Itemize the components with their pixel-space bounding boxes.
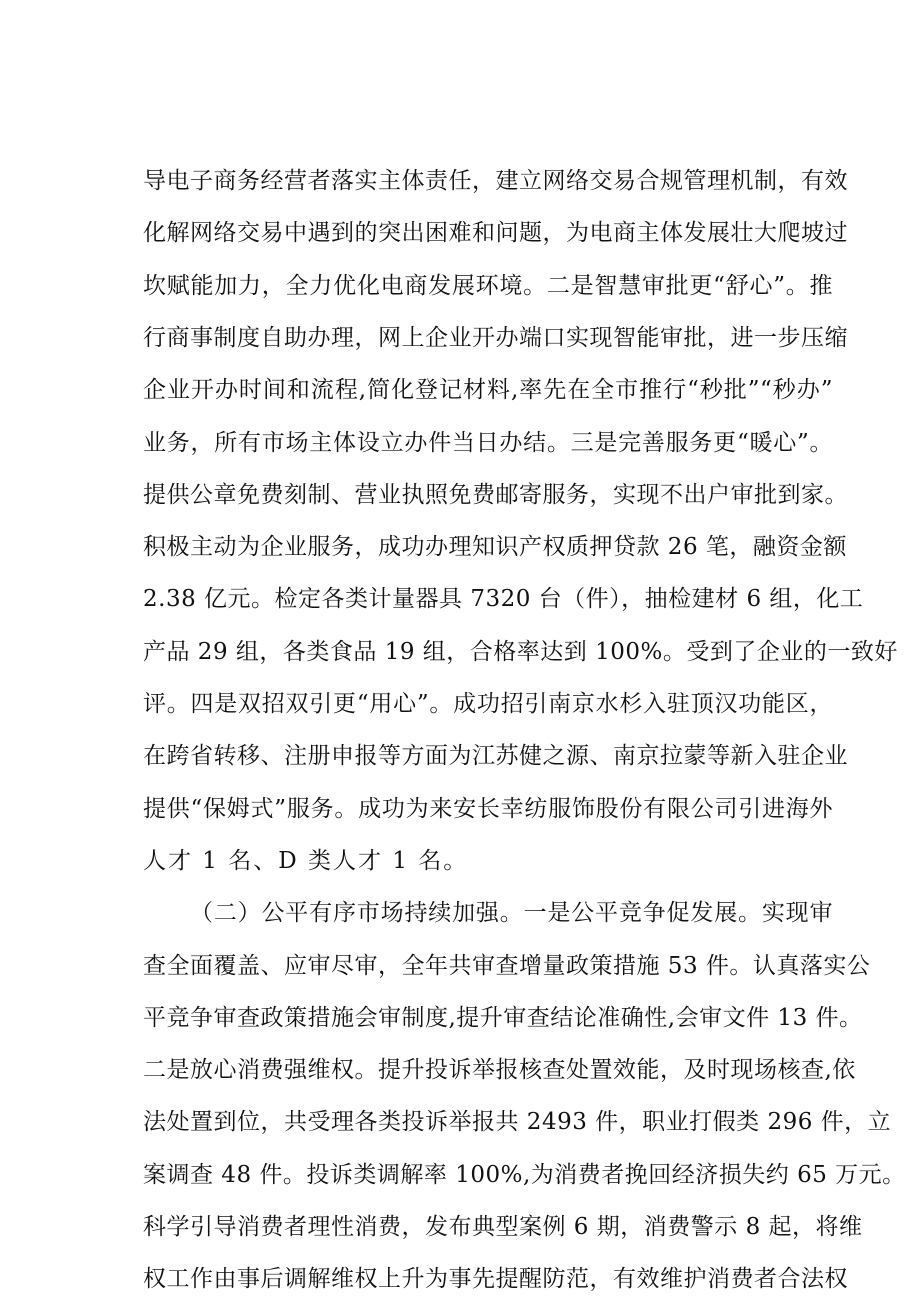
text-line: 化解网络交易中遇到的突出困难和问题，为电商主体发展壮大爬坡过 [143,220,848,247]
text-line: 人才 1 名、D 类人才 1 名。 [143,847,469,874]
text-line: 查全面覆盖、应审尽审，全年共审查增量政策措施 53 件。认真落实公 [143,952,871,979]
text-line: 业务，所有市场主体设立办件当日办结。三是完善服务更“暖心”。 [143,429,833,456]
text-line: 平竞争审查政策措施会审制度,提升审查结论准确性,会审文件 13 件。 [143,1004,863,1031]
text-line: 2.38 亿元。检定各类计量器具 7320 台（件），抽检建材 6 组，化工 [143,586,864,613]
text-line: 提供公章免费刻制、营业执照免费邮寄服务，实现不出户审批到家。 [143,481,848,508]
text-line: 评。四是双招双引更“用心”。成功招引南京水杉入驻顶汉功能区， [143,691,833,717]
text-line: 产品 29 组，各类食品 19 组，合格率达到 100%。受到了企业的一致好 [143,638,898,665]
text-line: 在跨省转移、注册申报等方面为江苏健之源、南京拉蒙等新入驻企业 [143,743,848,770]
text-line: 积极主动为企业服务，成功办理知识产权质押贷款 26 笔，融资金额 [143,534,847,561]
text-line: 坎赋能加力，全力优化电商发展环境。二是智慧审批更“舒心”。推 [143,272,833,299]
text-line: 案调查 48 件。投诉类调解率 100%,为消费者挽回经济损失约 65 万元。 [143,1161,906,1188]
text-line: 权工作由事后调解维权上升为事先提醒防范，有效维护消费者合法权 [143,1266,848,1293]
text-line: 二是放心消费强维权。提升投诉举报核查处置效能，及时现场核查,依 [143,1057,856,1084]
text-line: 科学引导消费者理性消费，发布典型案例 6 期，消费警示 8 起，将维 [143,1214,863,1240]
text-line: 行商事制度自助办理，网上企业开办端口实现智能审批，进一步压缩 [143,324,848,351]
section-heading-line: （二）公平有序市场持续加强。一是公平竞争促发展。实现审 [190,900,833,927]
text-line: 法处置到位，共受理各类投诉举报共 2493 件，职业打假类 296 件，立 [143,1109,892,1136]
text-line: 企业开办时间和流程,简化登记材料,率先在全市推行“秒批”“秒办” [143,377,833,404]
text-line: 导电子商务经营者落实主体责任，建立网络交易合规管理机制，有效 [143,168,848,194]
text-line: 提供“保姆式”服务。成功为来安长幸纺服饰股份有限公司引进海外 [143,795,833,822]
